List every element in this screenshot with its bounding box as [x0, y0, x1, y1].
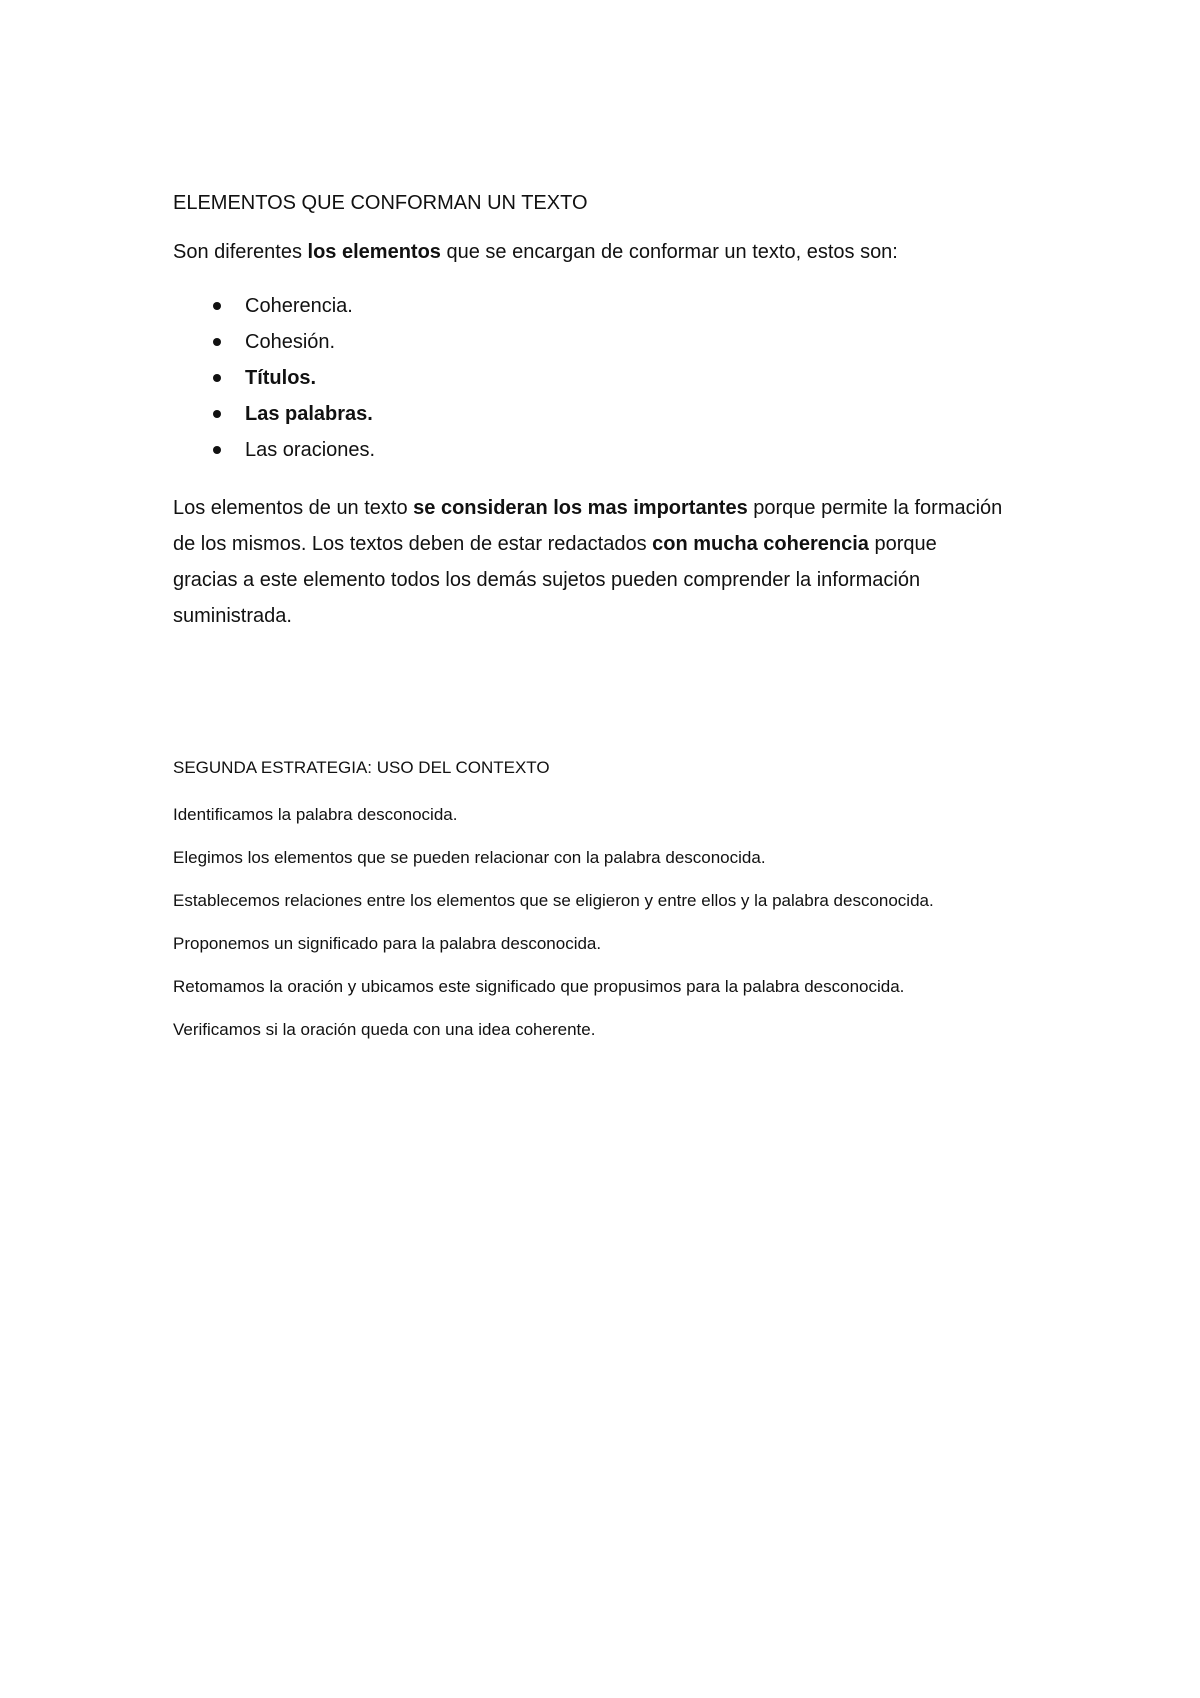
paragraph-text: porque permite la formación de los mismos. Los textos deben de estar redactados: [173, 497, 1003, 555]
paragraph-bold-text: se consideran los mas importantes: [413, 497, 748, 519]
section-elementos: [173, 190, 1003, 634]
list-item: [173, 324, 1003, 360]
strategy-step: Verificamos si la oración queda con una idea coherente.: [173, 1020, 596, 1039]
section-title: SEGUNDA ESTRATEGIA: USO DEL CONTEXTO: [173, 758, 550, 777]
bullet-icon: [213, 410, 221, 418]
paragraph-text: porque gracias a este elemento todos los demás sujetos pueden comprender la información suministrada.: [173, 533, 937, 627]
list-item: [173, 360, 1003, 396]
elements-list: [173, 288, 1003, 468]
list-item: [173, 396, 1003, 432]
bullet-icon: [213, 374, 221, 382]
intro-text-end: que se encargan de conformar un texto, estos son:: [440, 241, 898, 263]
bullet-icon: [213, 446, 221, 454]
bullet-icon: [213, 302, 221, 310]
paragraph-bold-text: con mucha coherencia: [652, 533, 869, 555]
intro-text-start: Son diferentes: [173, 241, 308, 263]
intro-text-bold: los elementos: [307, 241, 441, 263]
intro-sentence: [173, 238, 1003, 266]
section-title: ELEMENTOS QUE CONFORMAN UN TEXTO: [173, 192, 588, 214]
strategy-step: Establecemos relaciones entre los elementos que se eligieron y entre ellos y la palabra desconocida.: [173, 891, 934, 910]
list-item-text: Las oraciones.: [245, 439, 376, 461]
list-item-text: Cohesión.: [245, 331, 336, 353]
list-item-text: Las palabras.: [245, 403, 373, 425]
section-estrategia: [173, 757, 1003, 1059]
strategy-step: Elegimos los elementos que se pueden relacionar con la palabra desconocida.: [173, 848, 766, 867]
body-paragraph: [173, 490, 1003, 634]
strategy-step: Identificamos la palabra desconocida.: [173, 805, 458, 824]
list-item: [173, 288, 1003, 324]
list-item: [173, 432, 1003, 468]
list-item-text: Títulos.: [245, 367, 317, 389]
paragraph-text: Los elementos de un texto: [173, 497, 414, 519]
bullet-icon: [213, 338, 221, 346]
strategy-step: Proponemos un significado para la palabra desconocida.: [173, 934, 602, 953]
strategy-step: Retomamos la oración y ubicamos este significado que propusimos para la palabra desconocida.: [173, 977, 905, 996]
list-item-text: Coherencia.: [245, 295, 353, 317]
